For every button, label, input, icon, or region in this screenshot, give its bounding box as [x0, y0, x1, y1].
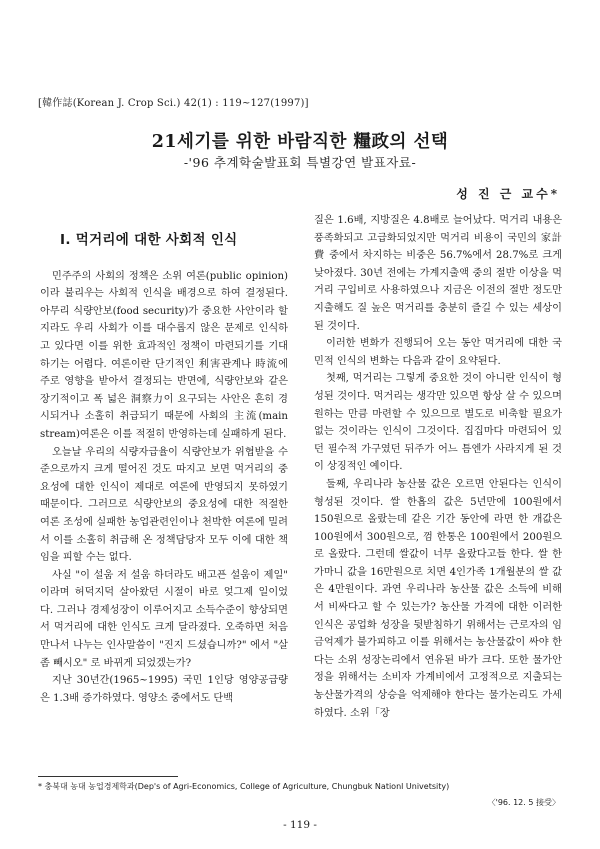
author-name: 성 진 근 교수* [456, 187, 560, 201]
paragraph: 오늘날 우리의 식량자급율이 식량안보가 위협받을 수준으로까지 크게 떨어진 것도 따지고 보면 먹거리의 중요성에 대한 인식이 제대로 여론에 반영되지 못하였기 때문이다. 그러므로 식량안보의 중요성에 대한 적절한 여론 조성에 실패한 농업관련인이나 천박한 여론에 밀려서 이를 소홀히 취급해 온 정책담당자 모두 이에 대한 책임을 피할 수는 없다. [40, 446, 288, 564]
section-heading: Ⅰ. 먹거리에 대한 사회적 인식 [60, 232, 238, 248]
paragraph: 지난 30년간(1965~1995) 국민 1인당 영양공급량은 1.3배 증가하였다. 영양소 중에서도 단백 [40, 675, 288, 704]
article-subtitle: -'96 추계학술발표회 특별강연 발표자료- [183, 155, 417, 170]
footnote-divider [38, 776, 178, 777]
author-affiliation-footnote: * 충북대 농대 농업경제학과(Dep's of Agri-Economics, College of Agriculture, Chungbuk Nationl Univetsity) [38, 782, 450, 791]
received-date: 〈'96. 12. 5 接受〉 [487, 798, 560, 807]
article-title: 21세기를 위한 바람직한 糧政의 선택 [151, 132, 449, 152]
paragraph: 질은 1.6배, 지방질은 4.8배로 늘어났다. 먹거리 내용은 풍족화되고 고급화되었지만 먹거리 비용이 국민의 家計費 중에서 차지하는 비중은 56.7%에서 28.7%로 크게 낮아졌다. 30년 전에는 가계지출액 중의 절반 이상을 먹거리 구입비로 사용하였으나 지금은 이전의 절반 정도만 지출해도 질 높은 먹거리를 충분히 즐길 수 있는 세상이 된 것이다. [314, 215, 562, 332]
right-column [314, 212, 562, 722]
paragraph: 이러한 변화가 진행되어 오는 동안 먹거리에 대한 국민적 인식의 변화는 다음과 같이 요약된다. [314, 338, 562, 367]
journal-citation: [韓作誌(Korean J. Crop Sci.) 42(1) : 119~127(1997)] [38, 98, 309, 109]
page-number: - 119 - [283, 819, 317, 831]
paragraph: 사실 "이 설움 저 설움 하더라도 배고픈 설움이 제일" 이라며 허덕지덕 살아왔던 시절이 바로 엊그제 일이었다. 그러나 경제성장이 이루어지고 소득수준이 향상되면서 먹거리에 대한 인식도 크게 달라졌다. 오죽하면 처음 만나서 나누는 인사말씀이 "진지 드셨습니까?" 에서 "살 좀 빼시오" 로 바뀌게 되었겠는가? [40, 569, 288, 669]
paragraph: 첫째, 먹거리는 그렇게 중요한 것이 아니란 인식이 형성된 것이다. 먹거리는 생각만 있으면 항상 살 수 있으며 원하는 만큼 마련할 수 있으므로 별도로 비축할 필요가 없는 것이라는 인식이 그것이다. 집집마다 마련되어 있던 필수적 가구였던 뒤주가 어느 틈엔가 사라지게 된 것이 상징적인 예이다. [314, 373, 562, 473]
paragraph: 둘째, 우리나라 농산물 값은 오르면 안된다는 인식이 형성된 것이다. 쌀 한홉의 값은 5년만에 100원에서 150원으로 올랐는데 같은 기간 동안에 라면 한 개값은 100원에서 300원으로, 껌 한통은 100원에서 200원으로 올랐다. 그런데 쌀값이 너무 올랐다고들 한다. 쌀 한가마니 값을 16만원으로 치면 4인가족 1개월분의 쌀 값은 4만원이다. 과연 우리나라 농산물 값은 소득에 비해서 비싸다고 할 수 있는가? 농산물 가격에 대한 이러한 인식은 공업화 성장을 뒷받침하기 위해서는 근로자의 임금억제가 불가피하고 이를 위해서는 농산물값이 싸야 한다는 소위 성장논리에서 연유된 바가 크다. 또한 물가안정을 위해서는 소비자 가계비에서 고정적으로 지출되는 농산물가격의 상승을 억제해야 한다는 물가논리도 가세하였다. 소위「장 [314, 478, 562, 719]
paragraph: 민주주의 사회의 정책은 소위 여론(public opinion)이라 불리우는 사회적 인식을 배경으로 하여 결정된다. 아무리 식량안보(food security)가 중요한 사안이라 할지라도 우리 사회가 이를 대수롭지 않은 문제로 인식하고 있다면 이를 위한 효과적인 정책이 마련되기를 기대하기는 어렵다. 여론이란 단기적인 利害관계나 時流에 주로 영향을 받아서 결정되는 반면에, 식량안보와 같은 장기적이고 폭 넓은 洞察力이 요구되는 사안은 흔히 경시되거나 소홀히 취급되기 때문에 사회의 主流(main stream)여론은 이를 적절히 반영하는데 실패하게 된다. [40, 270, 288, 440]
left-column [40, 212, 288, 707]
